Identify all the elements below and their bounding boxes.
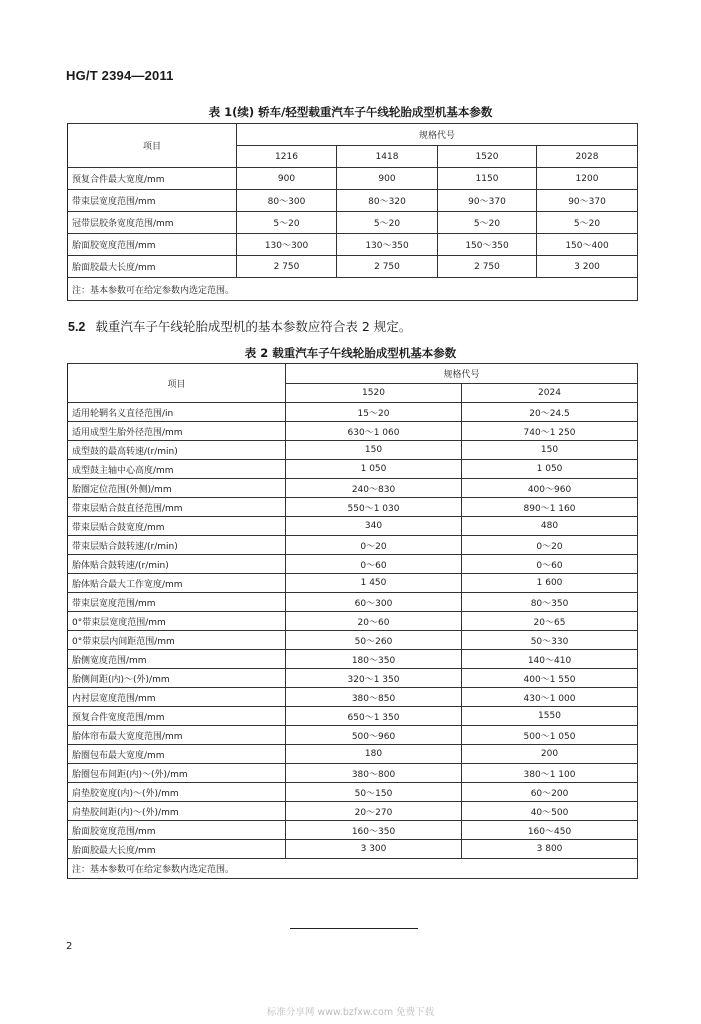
row-value: 340 [286,517,462,536]
row-value: 0～60 [462,555,638,574]
row-value: 320～1 350 [286,669,462,688]
table-row [68,745,638,764]
table-row [68,479,638,498]
row-value: 1150 [438,168,537,190]
page-number: 2 [66,941,73,952]
row-value: 2 750 [337,256,438,278]
row-value: 180～350 [286,650,462,669]
row-value: 1 050 [462,460,638,479]
table1-code-header: 2028 [537,146,638,168]
table1-code-header: 1216 [237,146,337,168]
row-value: 550～1 030 [286,498,462,517]
row-value: 0～20 [286,536,462,555]
row-label: 胎侧间距(内)～(外)/mm [68,669,286,688]
table-note-row [68,859,638,879]
table-row [68,802,638,821]
row-value: 1 600 [462,574,638,593]
row-value: 40～500 [462,802,638,821]
row-value: 3 200 [537,256,638,278]
row-label: 胎圈包布间距(内)～(外)/mm [68,764,286,783]
row-value: 20～24.5 [462,403,638,422]
clause-number: 5.2 [68,320,86,334]
table-row [68,212,638,234]
table-row [68,688,638,707]
table-row [68,612,638,631]
row-value: 200 [462,745,638,764]
table-row [68,707,638,726]
table1-code-header: 1418 [337,146,438,168]
row-value: 1 050 [286,460,462,479]
row-label: 带束层贴合鼓直径范围/mm [68,498,286,517]
row-value: 50～260 [286,631,462,650]
table-row [68,555,638,574]
table-row [68,256,638,278]
table1-header-spec-code: 规格代号 [237,124,638,146]
row-label: 0°带束层内间距范围/mm [68,631,286,650]
row-label: 带束层宽度范围/mm [68,593,286,612]
row-label: 适用轮辋名义直径范围/in [68,403,286,422]
row-value: 130～350 [337,234,438,256]
row-label: 成型鼓的最高转速/(r/min) [68,441,286,460]
row-value: 890～1 160 [462,498,638,517]
row-value: 400～960 [462,479,638,498]
row-value: 80～300 [237,190,337,212]
row-value: 5～20 [337,212,438,234]
row-value: 900 [237,168,337,190]
row-value: 380～800 [286,764,462,783]
table-row [68,403,638,422]
table-row [68,726,638,745]
row-label: 胎圈定位范围(外侧)/mm [68,479,286,498]
row-value: 130～300 [237,234,337,256]
row-label: 预复合件宽度范围/mm [68,707,286,726]
row-value: 430～1 000 [462,688,638,707]
row-value: 1200 [537,168,638,190]
table2 [67,363,638,879]
watermark: 标准分享网 www.bzfxw.com 免费下载 [266,1007,435,1018]
row-label: 0°带束层宽度范围/mm [68,612,286,631]
row-value: 380～850 [286,688,462,707]
row-value: 2 750 [438,256,537,278]
row-value: 5～20 [438,212,537,234]
row-label: 内衬层宽度范围/mm [68,688,286,707]
row-label: 带束层贴合鼓转速/(r/min) [68,536,286,555]
row-value: 5～20 [537,212,638,234]
row-value: 90～370 [537,190,638,212]
row-label: 适用成型生胎外径范围/mm [68,422,286,441]
table2-code-header: 1520 [286,384,462,403]
table1 [67,123,638,301]
table-row [68,168,638,190]
row-label: 胎面胶最大长度/mm [68,256,237,278]
row-label: 胎圈包布最大宽度/mm [68,745,286,764]
row-value: 5～20 [237,212,337,234]
table-note: 注：基本参数可在给定参数内选定范围。 [68,278,638,301]
row-value: 650～1 350 [286,707,462,726]
row-value: 900 [337,168,438,190]
table-row [68,517,638,536]
row-value: 80～350 [462,593,638,612]
row-label: 冠带层胶条宽度范围/mm [68,212,237,234]
row-label: 预复合件最大宽度/mm [68,168,237,190]
table-row [68,190,638,212]
end-rule [290,928,418,929]
row-value: 60～300 [286,593,462,612]
table-row [68,234,638,256]
table-row [68,840,638,859]
row-value: 50～150 [286,783,462,802]
row-value: 380～1 100 [462,764,638,783]
standard-code: HG/T 2394—2011 [66,68,174,83]
row-value: 160～450 [462,821,638,840]
row-label: 肩垫胶宽度(内)～(外)/mm [68,783,286,802]
table-row [68,460,638,479]
clause-5-2 [68,317,411,335]
row-label: 胎体贴合最大工作宽度/mm [68,574,286,593]
table-note: 注：基本参数可在给定参数内选定范围。 [68,859,638,879]
row-value: 1550 [462,707,638,726]
row-value: 90～370 [438,190,537,212]
row-value: 740～1 250 [462,422,638,441]
table-row [68,783,638,802]
table-row [68,422,638,441]
row-value: 500～960 [286,726,462,745]
table-row [68,574,638,593]
row-value: 140～410 [462,650,638,669]
table2-caption: 表 2 载重汽车子午线轮胎成型机基本参数 [244,346,457,360]
table1-header-item: 项目 [68,124,237,168]
table-row [68,441,638,460]
row-value: 15～20 [286,403,462,422]
row-value: 3 800 [462,840,638,859]
row-value: 150～350 [438,234,537,256]
row-value: 0～20 [462,536,638,555]
clause-text: 载重汽车子午线轮胎成型机的基本参数应符合表 2 规定。 [95,319,412,334]
row-value: 20～60 [286,612,462,631]
table1-caption: 表 1(续) 轿车/轻型载重汽车子午线轮胎成型机基本参数 [208,105,493,119]
row-label: 带束层宽度范围/mm [68,190,237,212]
row-value: 500～1 050 [462,726,638,745]
row-label: 成型鼓主轴中心高度/mm [68,460,286,479]
row-value: 150 [286,441,462,460]
table-row [68,821,638,840]
row-value: 630～1 060 [286,422,462,441]
row-label: 肩垫胶间距(内)～(外)/mm [68,802,286,821]
table-row [68,631,638,650]
table1-code-header: 1520 [438,146,537,168]
row-label: 胎面胶最大长度/mm [68,840,286,859]
table-row [68,498,638,517]
row-value: 160～350 [286,821,462,840]
row-value: 2 750 [237,256,337,278]
table-row [68,536,638,555]
row-label: 带束层贴合鼓宽度/mm [68,517,286,536]
table-row [68,650,638,669]
row-label: 胎体帘布最大宽度范围/mm [68,726,286,745]
row-label: 胎面胶宽度范围/mm [68,234,237,256]
row-value: 20～65 [462,612,638,631]
row-value: 60～200 [462,783,638,802]
row-label: 胎面胶宽度范围/mm [68,821,286,840]
row-value: 150 [462,441,638,460]
row-value: 400～1 550 [462,669,638,688]
table-row [68,764,638,783]
row-label: 胎侧宽度范围/mm [68,650,286,669]
table2-header-spec-code: 规格代号 [286,364,638,384]
table-row [68,669,638,688]
table2-header-item: 项目 [68,364,286,403]
row-value: 3 300 [286,840,462,859]
table2-code-header: 2024 [462,384,638,403]
row-label: 胎体贴合鼓转速/(r/min) [68,555,286,574]
row-value: 150～400 [537,234,638,256]
row-value: 0～60 [286,555,462,574]
row-value: 240～830 [286,479,462,498]
row-value: 80～320 [337,190,438,212]
table-row [68,593,638,612]
row-value: 480 [462,517,638,536]
row-value: 20～270 [286,802,462,821]
row-value: 50～330 [462,631,638,650]
row-value: 1 450 [286,574,462,593]
row-value: 180 [286,745,462,764]
table-note-row [68,278,638,301]
